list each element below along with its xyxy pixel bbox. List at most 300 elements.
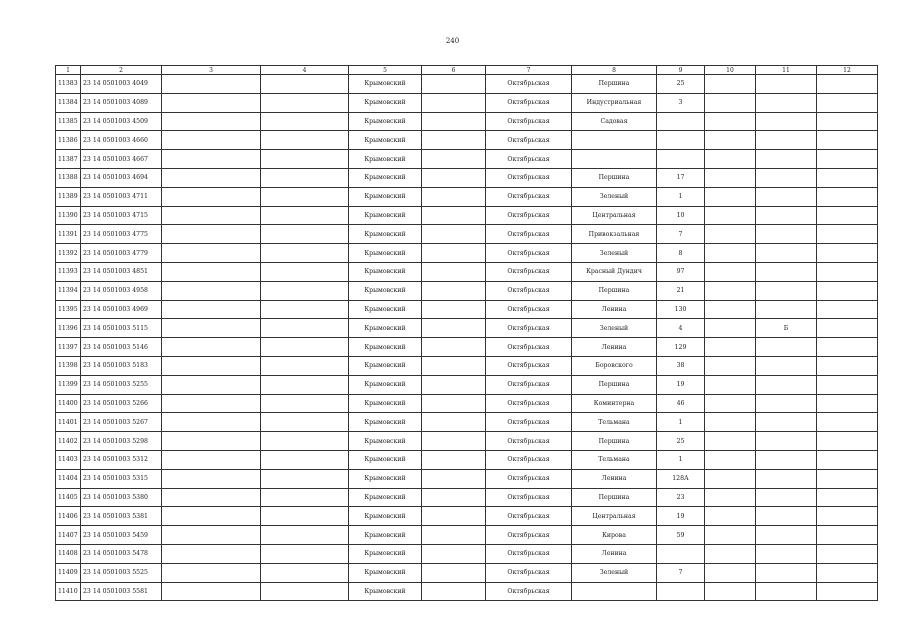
table-cell-col-10 bbox=[705, 526, 756, 545]
table-cell-col-12 bbox=[817, 93, 878, 112]
table-cell-col-3 bbox=[162, 225, 261, 244]
table-cell-col-12 bbox=[817, 413, 878, 432]
table-cell-col-8: Ленина bbox=[572, 469, 657, 488]
table-cell-col-10 bbox=[705, 469, 756, 488]
table-cell-col-9: 19 bbox=[657, 375, 705, 394]
table-cell-col-10 bbox=[705, 131, 756, 150]
table-cell-col-9 bbox=[657, 544, 705, 563]
table-cell-col-5: Крымовский bbox=[349, 526, 422, 545]
table-cell-col-11 bbox=[756, 206, 817, 225]
table-cell-col-1: 11409 bbox=[56, 563, 81, 582]
table-cell-col-1: 11388 bbox=[56, 168, 81, 187]
table-cell-col-7: Октябрьская bbox=[486, 413, 572, 432]
table-cell-col-11 bbox=[756, 93, 817, 112]
table-cell-col-10 bbox=[705, 300, 756, 319]
table-cell-col-6 bbox=[422, 413, 486, 432]
table-cell-col-11 bbox=[756, 281, 817, 300]
table-cell-col-11: Б bbox=[756, 319, 817, 338]
table-cell-col-12 bbox=[817, 338, 878, 357]
table-cell-col-8: Боровского bbox=[572, 356, 657, 375]
table-cell-col-5: Крымовский bbox=[349, 582, 422, 601]
table-cell-col-11 bbox=[756, 544, 817, 563]
table-cell-col-5: Крымовский bbox=[349, 394, 422, 413]
table-cell-col-8: Зеленый bbox=[572, 244, 657, 263]
table-cell-col-4 bbox=[261, 394, 349, 413]
table-cell-col-8: Центральная bbox=[572, 206, 657, 225]
table-cell-col-3 bbox=[162, 413, 261, 432]
table-cell-col-10 bbox=[705, 488, 756, 507]
table-cell-col-8: Зеленый bbox=[572, 563, 657, 582]
table-cell-col-5: Крымовский bbox=[349, 168, 422, 187]
table-cell-col-5: Крымовский bbox=[349, 75, 422, 94]
table-cell-col-3 bbox=[162, 262, 261, 281]
table-row bbox=[56, 168, 878, 187]
table-cell-col-12 bbox=[817, 450, 878, 469]
table-cell-col-6 bbox=[422, 150, 486, 169]
table-cell-col-5: Крымовский bbox=[349, 281, 422, 300]
table-cell-col-8 bbox=[572, 131, 657, 150]
table-cell-col-6 bbox=[422, 544, 486, 563]
table-cell-col-8: Першина bbox=[572, 168, 657, 187]
table-row bbox=[56, 112, 878, 131]
table-cell-col-9: 19 bbox=[657, 507, 705, 526]
table-cell-col-9: 10 bbox=[657, 206, 705, 225]
table-row bbox=[56, 413, 878, 432]
table-cell-col-10 bbox=[705, 507, 756, 526]
table-cell-col-2: 23 14 0501003 5312 bbox=[81, 450, 162, 469]
table-cell-col-12 bbox=[817, 488, 878, 507]
table-cell-col-9: 25 bbox=[657, 75, 705, 94]
table-row bbox=[56, 469, 878, 488]
table-cell-col-5: Крымовский bbox=[349, 488, 422, 507]
table-cell-col-7: Октябрьская bbox=[486, 168, 572, 187]
table-cell-col-1: 11404 bbox=[56, 469, 81, 488]
table-cell-col-4 bbox=[261, 300, 349, 319]
table-cell-col-5: Крымовский bbox=[349, 356, 422, 375]
table-cell-col-3 bbox=[162, 244, 261, 263]
table-cell-col-1: 11389 bbox=[56, 187, 81, 206]
table-cell-col-10 bbox=[705, 582, 756, 601]
table-cell-col-3 bbox=[162, 281, 261, 300]
table-cell-col-4 bbox=[261, 526, 349, 545]
table-cell-col-11 bbox=[756, 375, 817, 394]
table-cell-col-3 bbox=[162, 394, 261, 413]
table-cell-col-10 bbox=[705, 93, 756, 112]
table-row bbox=[56, 93, 878, 112]
table-cell-col-4 bbox=[261, 338, 349, 357]
table-cell-col-2: 23 14 0501003 5115 bbox=[81, 319, 162, 338]
table-cell-col-3 bbox=[162, 563, 261, 582]
table-cell-col-9: 59 bbox=[657, 526, 705, 545]
table-cell-col-2: 23 14 0501003 5315 bbox=[81, 469, 162, 488]
table-row bbox=[56, 450, 878, 469]
table-cell-col-4 bbox=[261, 356, 349, 375]
table-cell-col-1: 11406 bbox=[56, 507, 81, 526]
table-cell-col-10 bbox=[705, 375, 756, 394]
table-cell-col-8 bbox=[572, 582, 657, 601]
table-cell-col-11 bbox=[756, 112, 817, 131]
table-cell-col-2: 23 14 0501003 4851 bbox=[81, 262, 162, 281]
table-cell-col-12 bbox=[817, 187, 878, 206]
table-cell-col-12 bbox=[817, 544, 878, 563]
table-cell-col-7: Октябрьская bbox=[486, 93, 572, 112]
table-cell-col-4 bbox=[261, 262, 349, 281]
table-cell-col-3 bbox=[162, 488, 261, 507]
table-cell-col-4 bbox=[261, 112, 349, 131]
table-cell-col-12 bbox=[817, 244, 878, 263]
table-cell-col-2: 23 14 0501003 5266 bbox=[81, 394, 162, 413]
table-cell-col-2: 23 14 0501003 5459 bbox=[81, 526, 162, 545]
table-cell-col-1: 11401 bbox=[56, 413, 81, 432]
column-number-2: 2 bbox=[81, 66, 162, 75]
table-cell-col-5: Крымовский bbox=[349, 507, 422, 526]
table-cell-col-1: 11398 bbox=[56, 356, 81, 375]
table-cell-col-4 bbox=[261, 432, 349, 451]
table-cell-col-7: Октябрьская bbox=[486, 281, 572, 300]
table-row bbox=[56, 544, 878, 563]
table-cell-col-1: 11386 bbox=[56, 131, 81, 150]
table-cell-col-4 bbox=[261, 319, 349, 338]
table-cell-col-11 bbox=[756, 582, 817, 601]
table-cell-col-9: 46 bbox=[657, 394, 705, 413]
table-cell-col-11 bbox=[756, 262, 817, 281]
table-cell-col-1: 11384 bbox=[56, 93, 81, 112]
table-cell-col-9 bbox=[657, 582, 705, 601]
table-cell-col-5: Крымовский bbox=[349, 225, 422, 244]
table-cell-col-3 bbox=[162, 206, 261, 225]
table-cell-col-6 bbox=[422, 526, 486, 545]
table-cell-col-7: Октябрьская bbox=[486, 262, 572, 281]
table-cell-col-1: 11383 bbox=[56, 75, 81, 94]
table-row bbox=[56, 356, 878, 375]
table-cell-col-2: 23 14 0501003 4711 bbox=[81, 187, 162, 206]
table-cell-col-5: Крымовский bbox=[349, 319, 422, 338]
table-cell-col-7: Октябрьская bbox=[486, 150, 572, 169]
table-cell-col-10 bbox=[705, 563, 756, 582]
table-cell-col-7: Октябрьская bbox=[486, 375, 572, 394]
table-cell-col-3 bbox=[162, 450, 261, 469]
table-cell-col-11 bbox=[756, 225, 817, 244]
table-cell-col-7: Октябрьская bbox=[486, 300, 572, 319]
table-cell-col-8: Красный Дундич bbox=[572, 262, 657, 281]
table-cell-col-9 bbox=[657, 112, 705, 131]
table-row bbox=[56, 526, 878, 545]
table-cell-col-2: 23 14 0501003 5267 bbox=[81, 413, 162, 432]
table-cell-col-6 bbox=[422, 168, 486, 187]
table-cell-col-5: Крымовский bbox=[349, 375, 422, 394]
table-cell-col-8: Першина bbox=[572, 281, 657, 300]
table-cell-col-9 bbox=[657, 131, 705, 150]
table-cell-col-12 bbox=[817, 300, 878, 319]
table-cell-col-2: 23 14 0501003 4089 bbox=[81, 93, 162, 112]
table-cell-col-1: 11393 bbox=[56, 262, 81, 281]
table-cell-col-6 bbox=[422, 469, 486, 488]
table-cell-col-2: 23 14 0501003 4509 bbox=[81, 112, 162, 131]
table-cell-col-1: 11408 bbox=[56, 544, 81, 563]
table-cell-col-12 bbox=[817, 526, 878, 545]
table-cell-col-5: Крымовский bbox=[349, 544, 422, 563]
table-cell-col-6 bbox=[422, 450, 486, 469]
table-cell-col-2: 23 14 0501003 4049 bbox=[81, 75, 162, 94]
table-cell-col-10 bbox=[705, 544, 756, 563]
table-cell-col-7: Октябрьская bbox=[486, 131, 572, 150]
table-cell-col-3 bbox=[162, 131, 261, 150]
table-cell-col-11 bbox=[756, 300, 817, 319]
table-cell-col-2: 23 14 0501003 5298 bbox=[81, 432, 162, 451]
table-cell-col-5: Крымовский bbox=[349, 413, 422, 432]
table-cell-col-3 bbox=[162, 507, 261, 526]
table-cell-col-12 bbox=[817, 469, 878, 488]
table-cell-col-1: 11402 bbox=[56, 432, 81, 451]
table-cell-col-11 bbox=[756, 413, 817, 432]
table-cell-col-9: 7 bbox=[657, 225, 705, 244]
table-cell-col-7: Октябрьская bbox=[486, 526, 572, 545]
table-cell-col-8: Привокзальная bbox=[572, 225, 657, 244]
table-cell-col-6 bbox=[422, 244, 486, 263]
table-cell-col-8: Першина bbox=[572, 75, 657, 94]
table-cell-col-3 bbox=[162, 187, 261, 206]
table-cell-col-7: Октябрьская bbox=[486, 75, 572, 94]
table-cell-col-4 bbox=[261, 281, 349, 300]
table-cell-col-4 bbox=[261, 469, 349, 488]
table-row bbox=[56, 432, 878, 451]
table-cell-col-6 bbox=[422, 394, 486, 413]
table-cell-col-6 bbox=[422, 432, 486, 451]
column-number-9: 9 bbox=[657, 66, 705, 75]
table-cell-col-5: Крымовский bbox=[349, 469, 422, 488]
table-row bbox=[56, 281, 878, 300]
table-cell-col-1: 11387 bbox=[56, 150, 81, 169]
table-cell-col-8: Першина bbox=[572, 375, 657, 394]
table-cell-col-7: Октябрьская bbox=[486, 394, 572, 413]
table-cell-col-5: Крымовский bbox=[349, 112, 422, 131]
column-number-7: 7 bbox=[486, 66, 572, 75]
table-cell-col-11 bbox=[756, 507, 817, 526]
table-cell-col-3 bbox=[162, 300, 261, 319]
table-cell-col-2: 23 14 0501003 5255 bbox=[81, 375, 162, 394]
table-cell-col-2: 23 14 0501003 5525 bbox=[81, 563, 162, 582]
table-cell-col-9: 21 bbox=[657, 281, 705, 300]
table-cell-col-1: 11391 bbox=[56, 225, 81, 244]
table-cell-col-12 bbox=[817, 319, 878, 338]
table-cell-col-6 bbox=[422, 488, 486, 507]
table-cell-col-11 bbox=[756, 338, 817, 357]
table-cell-col-10 bbox=[705, 112, 756, 131]
table-cell-col-2: 23 14 0501003 4779 bbox=[81, 244, 162, 263]
table-cell-col-8: Коминтерна bbox=[572, 394, 657, 413]
column-number-10: 10 bbox=[705, 66, 756, 75]
table-cell-col-5: Крымовский bbox=[349, 338, 422, 357]
table-cell-col-9: 25 bbox=[657, 432, 705, 451]
table-cell-col-9: 130 bbox=[657, 300, 705, 319]
table-cell-col-6 bbox=[422, 356, 486, 375]
table-cell-col-3 bbox=[162, 338, 261, 357]
table-cell-col-12 bbox=[817, 75, 878, 94]
table-cell-col-2: 23 14 0501003 4667 bbox=[81, 150, 162, 169]
table-cell-col-4 bbox=[261, 187, 349, 206]
table-row bbox=[56, 244, 878, 263]
table-cell-col-10 bbox=[705, 262, 756, 281]
table-cell-col-4 bbox=[261, 488, 349, 507]
table-cell-col-6 bbox=[422, 300, 486, 319]
table-cell-col-2: 23 14 0501003 4694 bbox=[81, 168, 162, 187]
table-cell-col-2: 23 14 0501003 5581 bbox=[81, 582, 162, 601]
table-cell-col-3 bbox=[162, 168, 261, 187]
register-table bbox=[55, 65, 878, 601]
table-cell-col-1: 11394 bbox=[56, 281, 81, 300]
table-cell-col-2: 23 14 0501003 5381 bbox=[81, 507, 162, 526]
table-cell-col-6 bbox=[422, 75, 486, 94]
table-cell-col-9: 23 bbox=[657, 488, 705, 507]
table-cell-col-7: Октябрьская bbox=[486, 112, 572, 131]
table-cell-col-10 bbox=[705, 413, 756, 432]
table-row bbox=[56, 300, 878, 319]
table-cell-col-4 bbox=[261, 582, 349, 601]
table-cell-col-7: Октябрьская bbox=[486, 563, 572, 582]
column-number-5: 5 bbox=[349, 66, 422, 75]
table-row bbox=[56, 187, 878, 206]
table-cell-col-10 bbox=[705, 168, 756, 187]
table-cell-col-12 bbox=[817, 507, 878, 526]
table-cell-col-7: Октябрьская bbox=[486, 225, 572, 244]
table-row bbox=[56, 375, 878, 394]
table-row bbox=[56, 225, 878, 244]
table-cell-col-7: Октябрьская bbox=[486, 432, 572, 451]
table-cell-col-12 bbox=[817, 150, 878, 169]
table-cell-col-12 bbox=[817, 112, 878, 131]
table-row bbox=[56, 338, 878, 357]
table-cell-col-9: 4 bbox=[657, 319, 705, 338]
table-cell-col-6 bbox=[422, 338, 486, 357]
table-row bbox=[56, 75, 878, 94]
table-cell-col-8: Ленина bbox=[572, 338, 657, 357]
table-cell-col-2: 23 14 0501003 5146 bbox=[81, 338, 162, 357]
table-cell-col-5: Крымовский bbox=[349, 450, 422, 469]
table-cell-col-3 bbox=[162, 150, 261, 169]
table-cell-col-6 bbox=[422, 262, 486, 281]
table-cell-col-10 bbox=[705, 281, 756, 300]
table-cell-col-12 bbox=[817, 206, 878, 225]
table-cell-col-2: 23 14 0501003 4969 bbox=[81, 300, 162, 319]
table-cell-col-4 bbox=[261, 563, 349, 582]
table-cell-col-2: 23 14 0501003 5478 bbox=[81, 544, 162, 563]
table-cell-col-11 bbox=[756, 488, 817, 507]
table-cell-col-6 bbox=[422, 319, 486, 338]
table-cell-col-10 bbox=[705, 206, 756, 225]
table-cell-col-8: Тельмана bbox=[572, 413, 657, 432]
table-cell-col-7: Октябрьская bbox=[486, 544, 572, 563]
column-number-6: 6 bbox=[422, 66, 486, 75]
table-cell-col-5: Крымовский bbox=[349, 93, 422, 112]
table-cell-col-1: 11399 bbox=[56, 375, 81, 394]
table-cell-col-11 bbox=[756, 75, 817, 94]
table-cell-col-4 bbox=[261, 450, 349, 469]
table-cell-col-2: 23 14 0501003 5183 bbox=[81, 356, 162, 375]
table-cell-col-6 bbox=[422, 563, 486, 582]
table-cell-col-3 bbox=[162, 356, 261, 375]
table-cell-col-8 bbox=[572, 150, 657, 169]
table-cell-col-3 bbox=[162, 112, 261, 131]
table-cell-col-8: Зеленый bbox=[572, 319, 657, 338]
table-cell-col-9: 1 bbox=[657, 450, 705, 469]
table-cell-col-7: Октябрьская bbox=[486, 187, 572, 206]
table-cell-col-9: 7 bbox=[657, 563, 705, 582]
table-cell-col-11 bbox=[756, 563, 817, 582]
table-cell-col-2: 23 14 0501003 5380 bbox=[81, 488, 162, 507]
table-row bbox=[56, 262, 878, 281]
table-cell-col-8: Зеленый bbox=[572, 187, 657, 206]
table-cell-col-12 bbox=[817, 375, 878, 394]
table-cell-col-9: 3 bbox=[657, 93, 705, 112]
table-cell-col-11 bbox=[756, 150, 817, 169]
table-cell-col-6 bbox=[422, 206, 486, 225]
table-cell-col-10 bbox=[705, 225, 756, 244]
table-cell-col-12 bbox=[817, 281, 878, 300]
table-cell-col-1: 11403 bbox=[56, 450, 81, 469]
table-cell-col-10 bbox=[705, 187, 756, 206]
table-row bbox=[56, 563, 878, 582]
table-cell-col-4 bbox=[261, 507, 349, 526]
table-cell-col-9: 1 bbox=[657, 413, 705, 432]
column-number-4: 4 bbox=[261, 66, 349, 75]
table-row bbox=[56, 150, 878, 169]
table-cell-col-1: 11396 bbox=[56, 319, 81, 338]
table-cell-col-10 bbox=[705, 338, 756, 357]
table-cell-col-7: Октябрьская bbox=[486, 507, 572, 526]
table-cell-col-7: Октябрьская bbox=[486, 338, 572, 357]
table-cell-col-4 bbox=[261, 168, 349, 187]
table-cell-col-10 bbox=[705, 75, 756, 94]
table-cell-col-11 bbox=[756, 469, 817, 488]
table-cell-col-10 bbox=[705, 244, 756, 263]
table-row bbox=[56, 206, 878, 225]
table-row bbox=[56, 488, 878, 507]
page-number: 240 bbox=[445, 37, 460, 45]
table-cell-col-2: 23 14 0501003 4775 bbox=[81, 225, 162, 244]
table-cell-col-6 bbox=[422, 112, 486, 131]
column-number-1: 1 bbox=[56, 66, 81, 75]
table-cell-col-9: 1 bbox=[657, 187, 705, 206]
table-cell-col-6 bbox=[422, 507, 486, 526]
table-cell-col-7: Октябрьская bbox=[486, 582, 572, 601]
table-cell-col-11 bbox=[756, 450, 817, 469]
table-cell-col-10 bbox=[705, 319, 756, 338]
table-row bbox=[56, 582, 878, 601]
table-cell-col-5: Крымовский bbox=[349, 262, 422, 281]
table-cell-col-8: Кирова bbox=[572, 526, 657, 545]
table-cell-col-6 bbox=[422, 375, 486, 394]
table-cell-col-11 bbox=[756, 394, 817, 413]
table-cell-col-12 bbox=[817, 394, 878, 413]
column-number-12: 12 bbox=[817, 66, 878, 75]
table-cell-col-5: Крымовский bbox=[349, 563, 422, 582]
table-body bbox=[56, 66, 878, 601]
table-cell-col-5: Крымовский bbox=[349, 244, 422, 263]
table-cell-col-6 bbox=[422, 93, 486, 112]
table-cell-col-9: 8 bbox=[657, 244, 705, 263]
column-number-8: 8 bbox=[572, 66, 657, 75]
table-row bbox=[56, 319, 878, 338]
table-cell-col-3 bbox=[162, 75, 261, 94]
table-cell-col-12 bbox=[817, 432, 878, 451]
table-cell-col-7: Октябрьская bbox=[486, 319, 572, 338]
column-number-3: 3 bbox=[162, 66, 261, 75]
table-cell-col-3 bbox=[162, 544, 261, 563]
table-cell-col-4 bbox=[261, 544, 349, 563]
table-cell-col-1: 11395 bbox=[56, 300, 81, 319]
table-row bbox=[56, 394, 878, 413]
table-cell-col-12 bbox=[817, 563, 878, 582]
